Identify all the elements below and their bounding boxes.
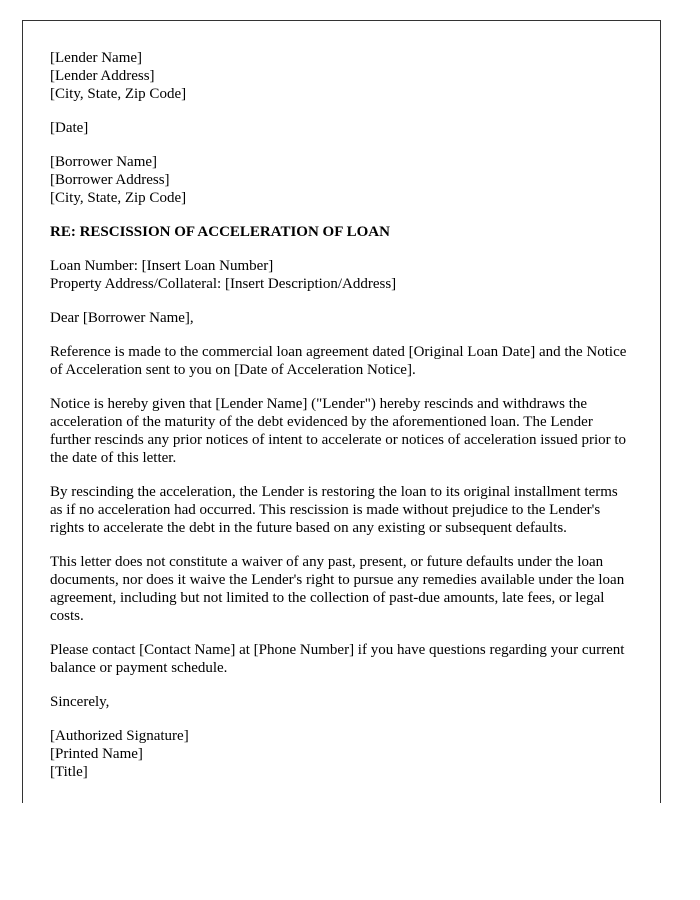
- date-line: [Date]: [50, 120, 89, 136]
- loan-number-line: Loan Number: [Insert Loan Number]: [50, 258, 274, 274]
- lender-name-line: [Lender Name]: [50, 50, 143, 66]
- title-line: [Title]: [50, 764, 88, 780]
- lender-city-state-zip-line: [City, State, Zip Code]: [50, 86, 187, 102]
- printed-name-line: [Printed Name]: [50, 746, 143, 762]
- paragraph-rescission-notice: Notice is hereby given that [Lender Name] ("Lender") hereby rescinds and withdraws the acceleration of the maturity of the debt evidenced by the aforementioned loan. The Lender further rescinds any prior notices of intent to accelerate or notices of acceleration issued prior to the date of this letter.: [50, 396, 627, 466]
- paragraph-no-waiver: This letter does not constitute a waiver of any past, present, or future defaults under the loan documents, nor does it waive the Lender's right to pursue any remedies available under the loan agreement, including but not limited to the collection of past-due amounts, late fees, or legal costs.: [50, 554, 625, 624]
- closing-line: Sincerely,: [50, 694, 110, 710]
- date-block: [50, 119, 632, 137]
- borrower-name-line: [Borrower Name]: [50, 154, 158, 170]
- letter-body-frame: [22, 20, 661, 803]
- borrower-address-line: [Borrower Address]: [50, 172, 170, 188]
- loan-reference-block: [50, 257, 632, 293]
- paragraph-contact: Please contact [Contact Name] at [Phone Number] if you have questions regarding your current balance or payment schedule.: [50, 642, 625, 676]
- signature-block: [50, 727, 632, 781]
- salutation-line: Dear [Borrower Name],: [50, 310, 194, 326]
- authorized-signature-line: [Authorized Signature]: [50, 728, 189, 744]
- paragraph-restoration: By rescinding the acceleration, the Lender is restoring the loan to its original installment terms as if no acceleration had occurred. This rescission is made without prejudice to the Lender's rights to accelerate the debt in the future based on any existing or subsequent defaults.: [50, 484, 618, 536]
- lender-address-block: [50, 49, 632, 103]
- borrower-city-state-zip-line: [City, State, Zip Code]: [50, 190, 187, 206]
- borrower-address-block: [50, 153, 632, 207]
- property-collateral-line: Property Address/Collateral: [Insert Description/Address]: [50, 276, 397, 292]
- paragraph-reference: Reference is made to the commercial loan agreement dated [Original Loan Date] and the Notice of Acceleration sent to you on [Date of Acceleration Notice].: [50, 344, 627, 378]
- lender-address-line: [Lender Address]: [50, 68, 155, 84]
- subject-line: RE: RESCISSION OF ACCELERATION OF LOAN: [50, 224, 390, 240]
